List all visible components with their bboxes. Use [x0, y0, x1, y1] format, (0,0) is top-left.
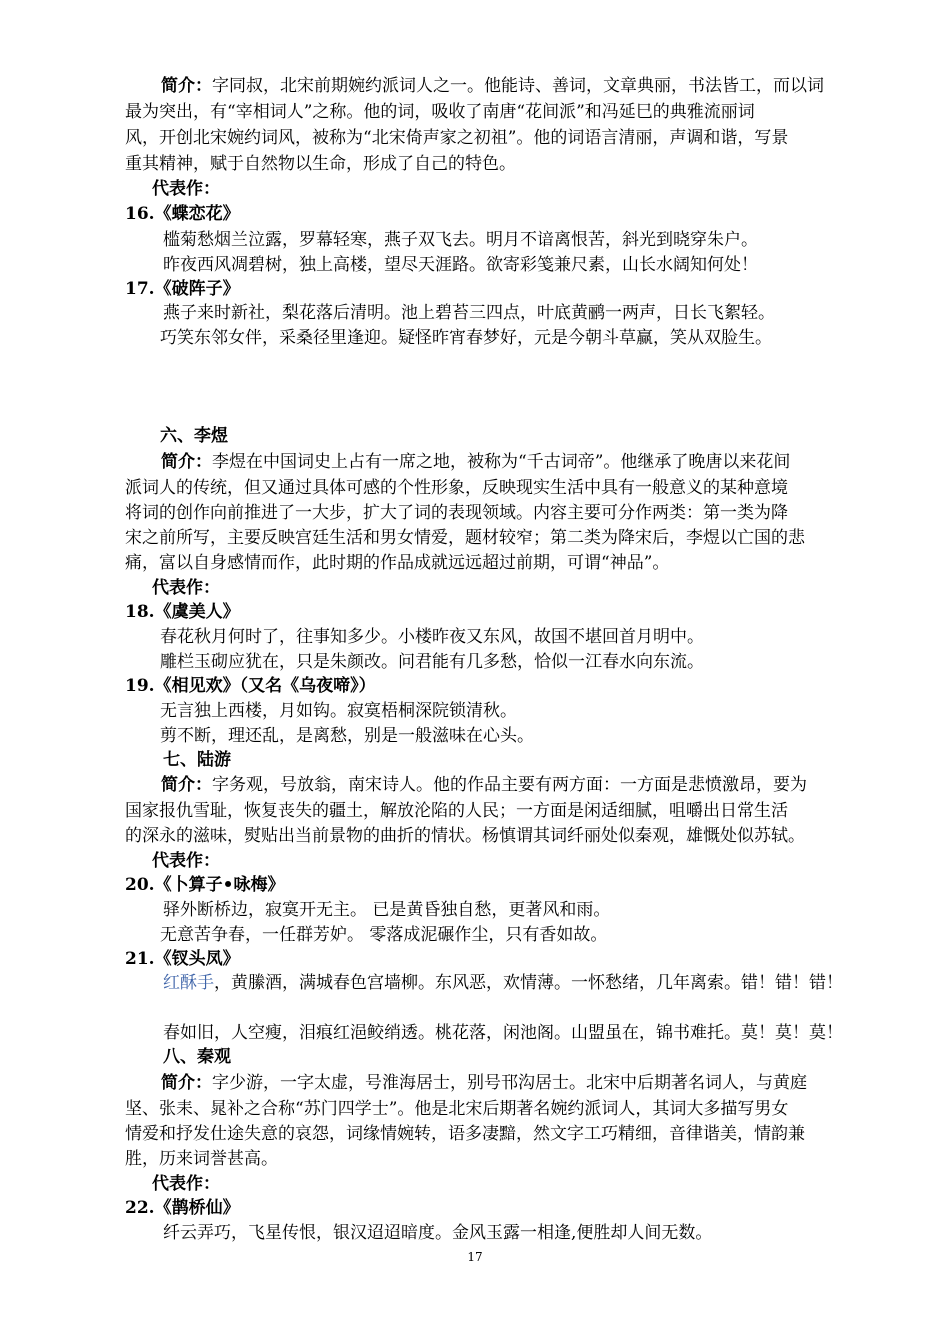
poem-line-text: ，黄縢酒，满城春色宫墙柳。东风恶，欢情薄。一怀愁绪，几年离索。错！错！错！ [214, 973, 843, 993]
intro-label: 简介： [161, 452, 212, 472]
intro-text: 字少游，一字太虚，号淮海居士，别号邗沟居士。北宋中后期著名词人，与黄庭 [212, 1073, 807, 1093]
representative-works-label: 代表作： [152, 578, 220, 598]
intro-line: 风，开创北宋婉约词风，被称为“北宋倚声家之初祖”。他的词语言清丽，声调和谐，写景 [125, 128, 789, 148]
intro-line [161, 74, 824, 98]
poem-title: 16.《蝶恋花》 [125, 204, 240, 224]
poem-line: 驿外断桥边，寂寞开无主。 已是黄昏独自愁，更著风和雨。 [163, 900, 611, 920]
representative-works-label: 代表作： [152, 851, 220, 871]
poem-line: 槛菊愁烟兰泣露，罗幕轻寒，燕子双飞去。明月不谙离恨苦，斜光到晓穿朱户。 [163, 230, 758, 250]
intro-label: 简介： [161, 775, 212, 795]
poem-line: 无意苦争春，一任群芳妒。 零落成泥碾作尘，只有香如故。 [160, 925, 608, 945]
poem-title: 21.《钗头凤》 [125, 949, 240, 969]
poem-line: 昨夜西风凋碧树，独上高楼，望尽天涯路。欲寄彩笺兼尺素，山长水阔知何处！ [163, 255, 758, 275]
section-heading: 六、李煜 [160, 426, 228, 446]
poem-line: 雕栏玉砌应犹在，只是朱颜改。问君能有几多愁，恰似一江春水向东流。 [160, 652, 704, 672]
page-number: 17 [467, 1250, 483, 1264]
poem-title: 19.《相见欢》（又名《乌夜啼》） [125, 676, 376, 696]
intro-line: 将词的创作向前推进了一大步，扩大了词的表现领域。内容主要可分作两类：第一类为降 [125, 503, 788, 523]
representative-works-label: 代表作： [152, 1174, 220, 1194]
poem-title: 18.《虞美人》 [125, 602, 240, 622]
poem-line: 纤云弄巧，飞星传恨，银汉迢迢暗度。金风玉露一相逢,便胜却人间无数。 [163, 1223, 713, 1243]
poem-line: 剪不断，理还乱，是离愁，别是一般滋味在心头。 [160, 726, 534, 746]
section-heading: 七、陆游 [163, 750, 231, 770]
representative-works-label: 代表作： [152, 179, 220, 199]
poem-line: 燕子来时新社，梨花落后清明。池上碧苔三四点，叶底黄鹂一两声，日长飞絮轻。 [163, 303, 775, 323]
intro-line: 最为突出，有“宰相词人”之称。他的词，吸收了南唐“花间派”和冯延巳的典雅流丽词 [125, 102, 755, 122]
intro-line: 的深永的滋味，熨贴出当前景物的曲折的情状。杨慎谓其词纤丽处似秦观，雄慨处似苏轼。 [125, 826, 805, 846]
poem-line: 无言独上西楼，月如钩。寂寞梧桐深院锁清秋。 [160, 701, 517, 721]
intro-line: 情爱和抒发仕途失意的哀怨，词缘情婉转，语多凄黯，然文字工巧精细，音律谐美，情韵兼 [125, 1124, 805, 1144]
intro-text: 李煜在中国词史上占有一席之地，被称为“千古词帝”。他继承了晚唐以来花间 [212, 452, 791, 472]
poem-line [163, 971, 843, 995]
intro-label: 简介： [161, 76, 212, 96]
poem-title: 22.《鹊桥仙》 [125, 1198, 240, 1218]
poem-line: 春如旧，人空瘦，泪痕红浥鲛绡透。桃花落，闲池阁。山盟虽在，锦书难托。莫！莫！莫！ [163, 1023, 843, 1043]
intro-line: 宋之前所写，主要反映宫廷生活和男女情爱，题材较窄；第二类为降宋后，李煜以亡国的悲 [125, 528, 805, 548]
poem-line: 巧笑东邻女伴，采桑径里逢迎。疑怪昨宵春梦好，元是今朝斗草赢，笑从双脸生。 [160, 328, 772, 348]
intro-line [161, 450, 790, 474]
hyperlink-text[interactable]: 红酥手 [163, 973, 214, 993]
poem-title: 17.《破阵子》 [125, 279, 240, 299]
poem-line: 春花秋月何时了，往事知多少。小楼昨夜又东风，故国不堪回首月明中。 [160, 627, 704, 647]
intro-label: 简介： [161, 1073, 212, 1093]
intro-text: 字同叔，北宋前期婉约派词人之一。他能诗、善词，文章典丽，书法皆工，而以词 [212, 76, 824, 96]
intro-line: 痛，富以自身感情而作，此时期的作品成就远远超过前期，可谓“神品”。 [125, 553, 670, 573]
intro-text: 字务观，号放翁，南宋诗人。他的作品主要有两方面：一方面是悲愤激昂，要为 [212, 775, 807, 795]
intro-line: 国家报仇雪耻，恢复丧失的疆土，解放沦陷的人民；一方面是闲适细腻，咀嚼出日常生活 [125, 801, 788, 821]
intro-line [161, 773, 807, 797]
intro-line: 坚、张耒、晁补之合称“苏门四学士”。他是北宋后期著名婉约派词人，其词大多描写男女 [125, 1099, 789, 1119]
poem-title: 20.《卜算子•咏梅》 [125, 875, 285, 895]
section-heading: 八、秦观 [163, 1047, 231, 1067]
intro-line: 派词人的传统，但又通过具体可感的个性形象，反映现实生活中具有一般意义的某种意境 [125, 478, 788, 498]
intro-line: 重其精神，赋于自然物以生命，形成了自己的特色。 [125, 154, 516, 174]
intro-line: 胜，历来词誉甚高。 [125, 1149, 278, 1169]
intro-line [161, 1071, 807, 1095]
